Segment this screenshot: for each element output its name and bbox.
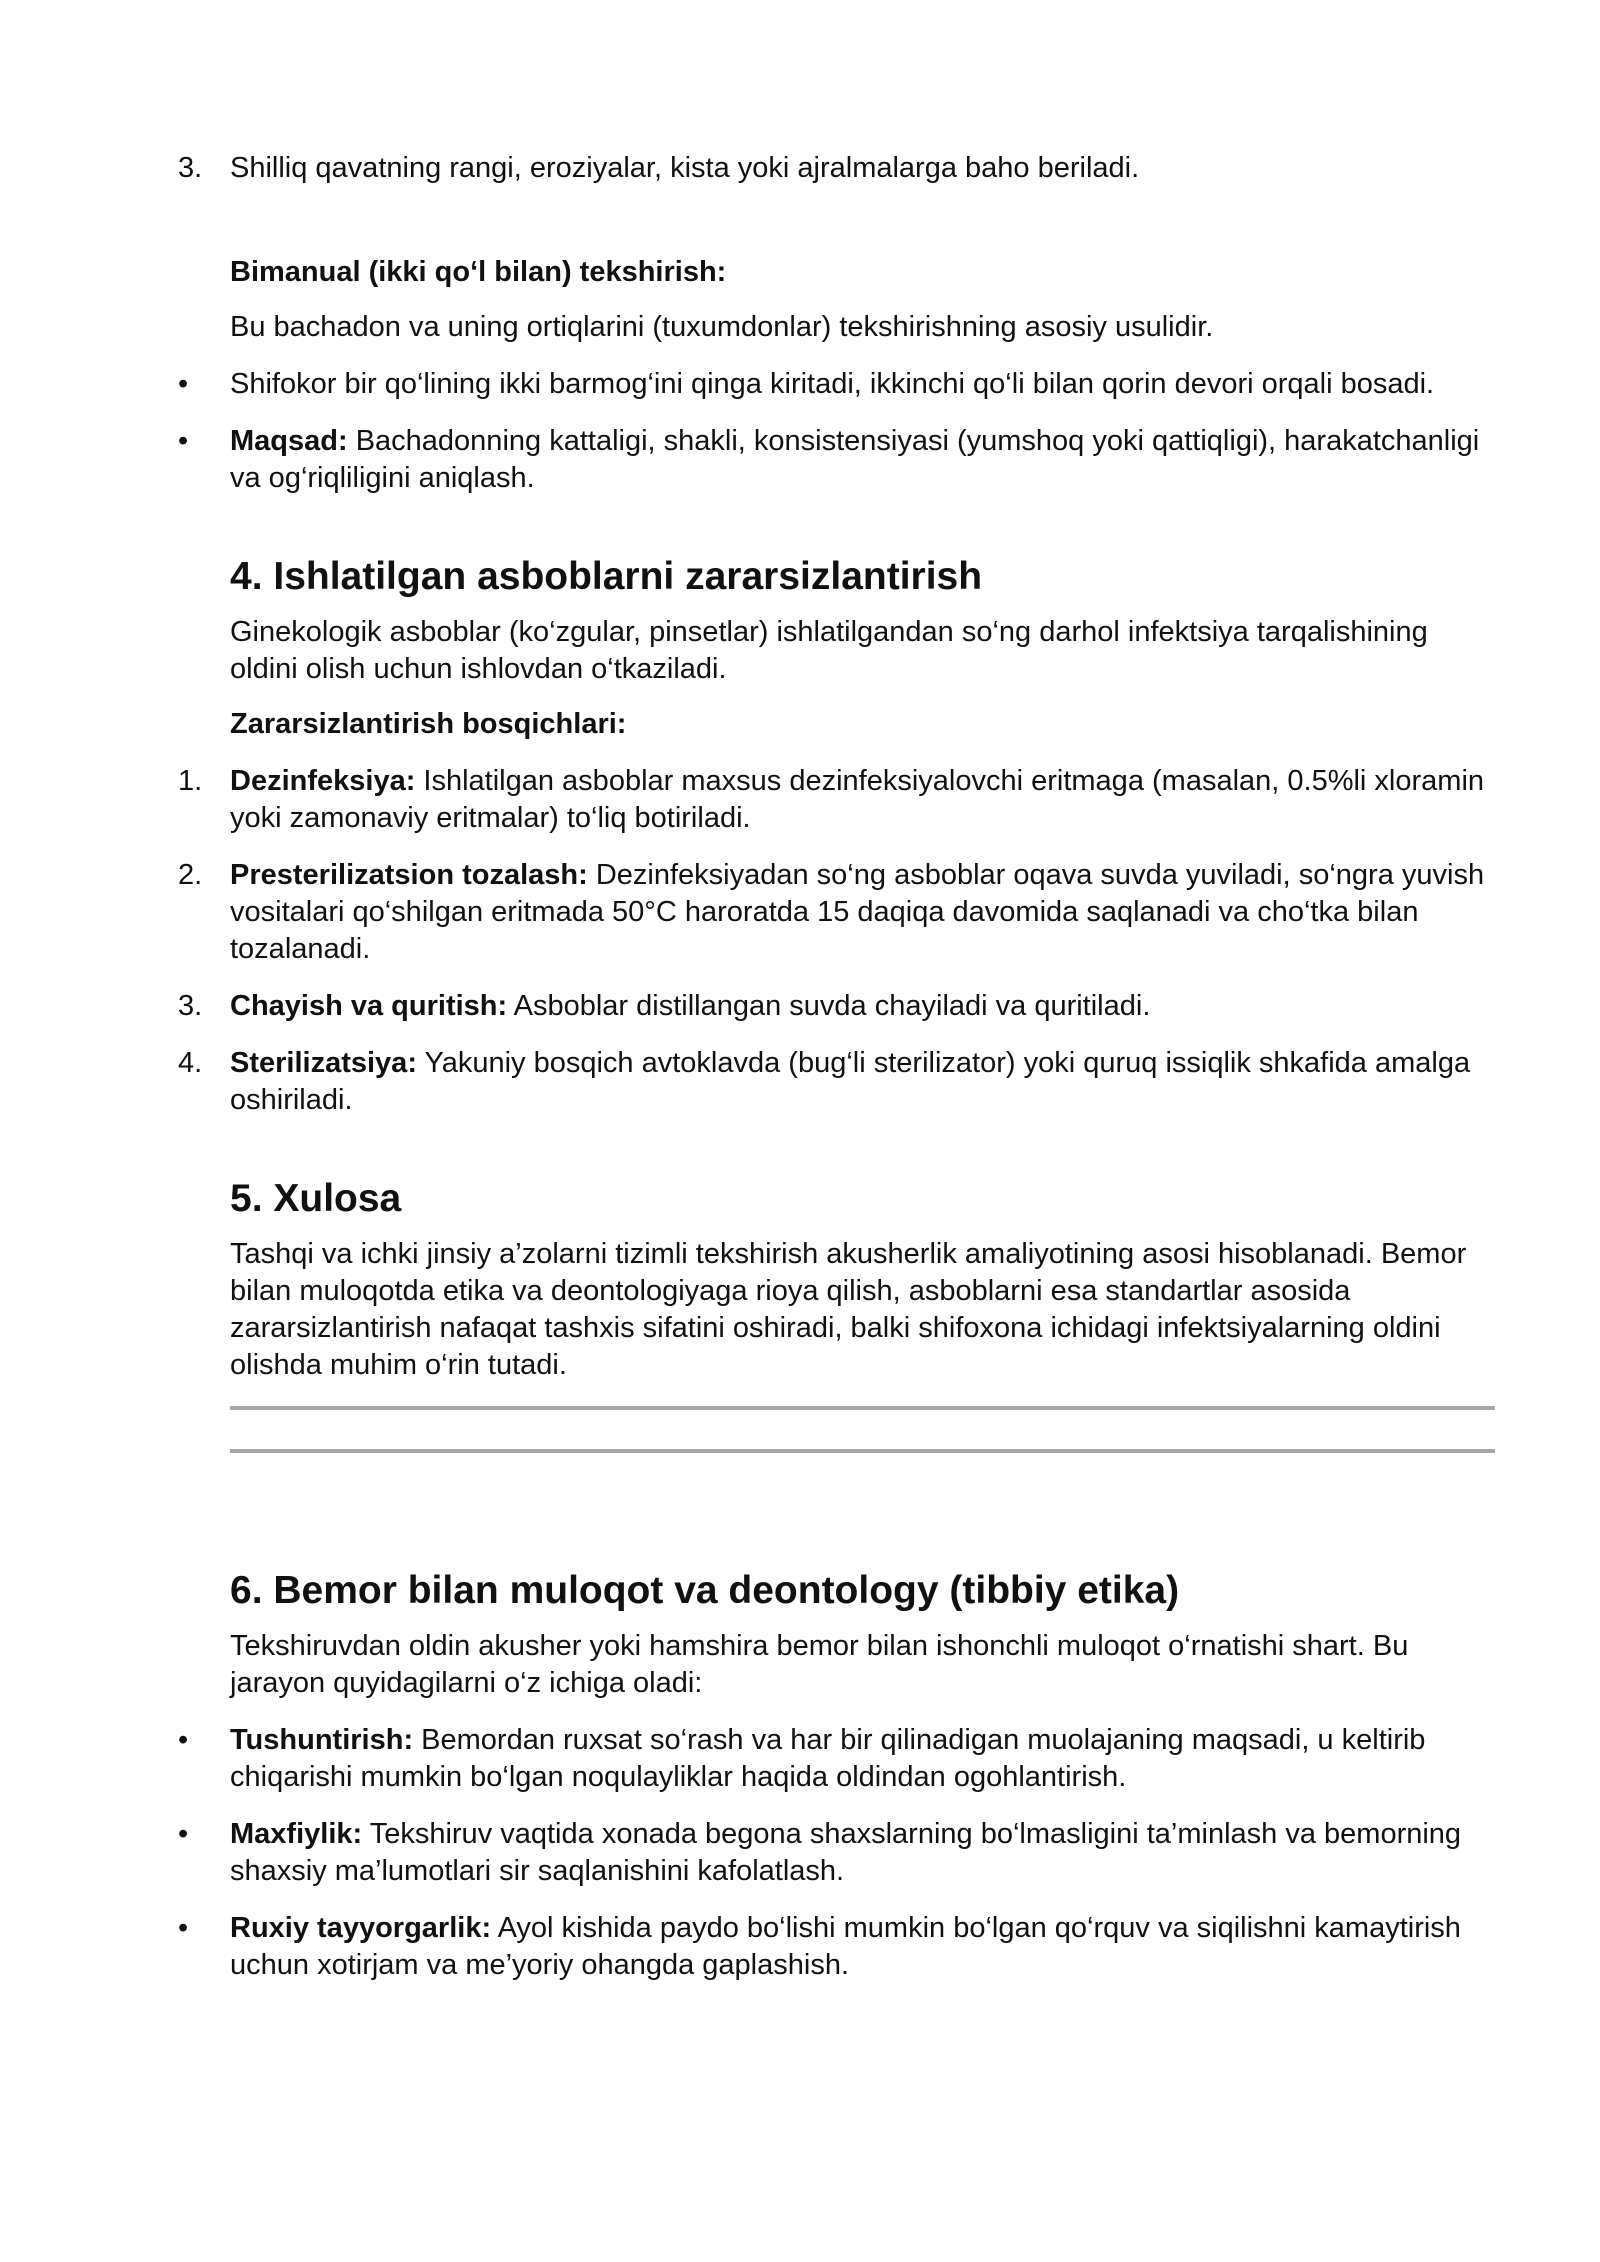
bullet-icon <box>178 366 218 403</box>
item-text: Bemordan ruxsat so‘rash va har bir qilinadigan muolajaning maqsadi, u keltirib chiqarishi mumkin bo‘lgan noqulayliklar haqida oldindan ogohlantirish. <box>230 1724 1426 1793</box>
horizontal-divider <box>230 1406 1495 1410</box>
list-number: 3. <box>178 990 203 1022</box>
item-text: Dezinfeksiyadan so‘ng asboblar oqava suvda yuviladi, so‘ngra yuvish vositalari qo‘shilgan eritmada 50°C haroratda 15 daqiqa davomida saqlanadi va cho‘tka bilan tozalanadi. <box>230 859 1485 965</box>
item-text: Ishlatilgan asboblar maxsus dezinfeksiyalovchi eritmaga (masalan, 0.5%li xloramin yoki zamonaviy eritmalar) to‘liq botiriladi. <box>230 765 1485 834</box>
section-5-title: 5. Xulosa <box>230 1177 402 1220</box>
list-item <box>178 988 1495 1025</box>
horizontal-divider <box>230 1449 1495 1453</box>
steps-heading: Zararsizlantirish bosqichlari: <box>230 708 627 740</box>
list-item <box>230 1722 1495 1796</box>
document-content <box>178 150 1495 1984</box>
item-label: Maqsad: <box>230 425 348 457</box>
list-item-text <box>230 857 1495 968</box>
item-label: Presterilizatsion tozalash: <box>230 859 588 891</box>
list-number: 4. <box>178 1047 203 1079</box>
item-label: Sterilizatsiya: <box>230 1047 417 1079</box>
item-text: Bachadonning kattaligi, shakli, konsistensiyasi (yumshoq yoki qattiqligi), harakatchanligi va og‘riqliligini aniqlash. <box>230 425 1480 494</box>
section-4-intro: Ginekologik asboblar (ko‘zgular, pinsetlar) ishlatilgandan so‘ng darhol infektsiya tarqalishining oldini olish uchun ishlovdan o‘tkaziladi. <box>230 616 1428 685</box>
list-item-text <box>230 763 1495 837</box>
item-text: Tekshiruv vaqtida xonada begona shaxslarning bo‘lmasligini ta’minlash va bemorning shaxsiy ma’lumotlari sir saqlanishini kafolatlash. <box>230 1818 1462 1887</box>
section-5-text: Tashqi va ichki jinsiy a’zolarni tizimli tekshirish akusherlik amaliyotining asosi hisoblanadi. Bemor bilan muloqotda etika va deontologiyaga rioya qilish, asboblarni esa standartlar asosida zararsizlantirish nafaqat tashxis sifatini oshiradi, balki shifoxona ichidagi infektsiyalarning oldini olishda muhim o‘rin tutadi. <box>230 1238 1467 1381</box>
item-label: Ruxiy tayyorgarlik: <box>230 1912 492 1944</box>
item-label: Maxfiylik: <box>230 1818 363 1850</box>
list-item-text <box>230 1722 1495 1796</box>
list-item <box>178 857 1495 968</box>
section-6-title: 6. Bemor bilan muloqot va deontology (tibbiy etika) <box>230 1569 1180 1612</box>
list-number: 2. <box>178 859 203 891</box>
list-item <box>178 1045 1495 1119</box>
item-text: Asboblar distillangan suvda chayiladi va quritiladi. <box>507 990 1151 1022</box>
item-label: Chayish va quritish: <box>230 990 508 1022</box>
list-item-text: Shifokor bir qo‘lining ikki barmog‘ini qinga kiritadi, ikkinchi qo‘li bilan qorin devori orqali bosadi. <box>230 368 1435 400</box>
bimanual-heading: Bimanual (ikki qo‘l bilan) tekshirish: <box>230 256 727 288</box>
list-item-text <box>230 1045 1495 1119</box>
item-text: Yakuniy bosqich avtoklavda (bug‘li sterilizator) yoki quruq issiqlik shkafida amalga oshiriladi. <box>230 1047 1471 1116</box>
list-item-text <box>230 988 1495 1025</box>
list-item <box>230 1910 1495 1984</box>
list-number: 3. <box>178 152 203 184</box>
list-item-text <box>230 1816 1495 1890</box>
bullet-icon <box>178 423 218 460</box>
list-item <box>178 763 1495 837</box>
list-item <box>230 366 1495 403</box>
item-label: Dezinfeksiya: <box>230 765 416 797</box>
list-item-text <box>230 1910 1495 1984</box>
list-item <box>230 1816 1495 1890</box>
bullet-icon <box>178 1910 218 1947</box>
section-6-intro: Tekshiruvdan oldin akusher yoki hamshira bemor bilan ishonchli muloqot o‘rnatishi shart. Bu jarayon quyidagilarni o‘z ichiga oladi: <box>230 1630 1409 1699</box>
list-item-text <box>230 423 1495 497</box>
item-label: Tushuntirish: <box>230 1724 414 1756</box>
section-4-title: 4. Ishlatilgan asboblarni zararsizlantirish <box>230 555 983 598</box>
bimanual-intro: Bu bachadon va uning ortiqlarini (tuxumdonlar) tekshirishning asosiy usulidir. <box>230 311 1214 343</box>
list-number: 1. <box>178 765 203 797</box>
list-item-text: Shilliq qavatning rangi, eroziyalar, kista yoki ajralmalarga baho beriladi. <box>230 152 1140 184</box>
list-item <box>178 150 1495 187</box>
list-item <box>230 423 1495 497</box>
bullet-icon <box>178 1722 218 1759</box>
item-text: Ayol kishida paydo bo‘lishi mumkin bo‘lgan qo‘rquv va siqilishni kamaytirish uchun xotirjam va me’yoriy ohangda gaplashish. <box>230 1912 1461 1981</box>
bullet-icon <box>178 1816 218 1853</box>
